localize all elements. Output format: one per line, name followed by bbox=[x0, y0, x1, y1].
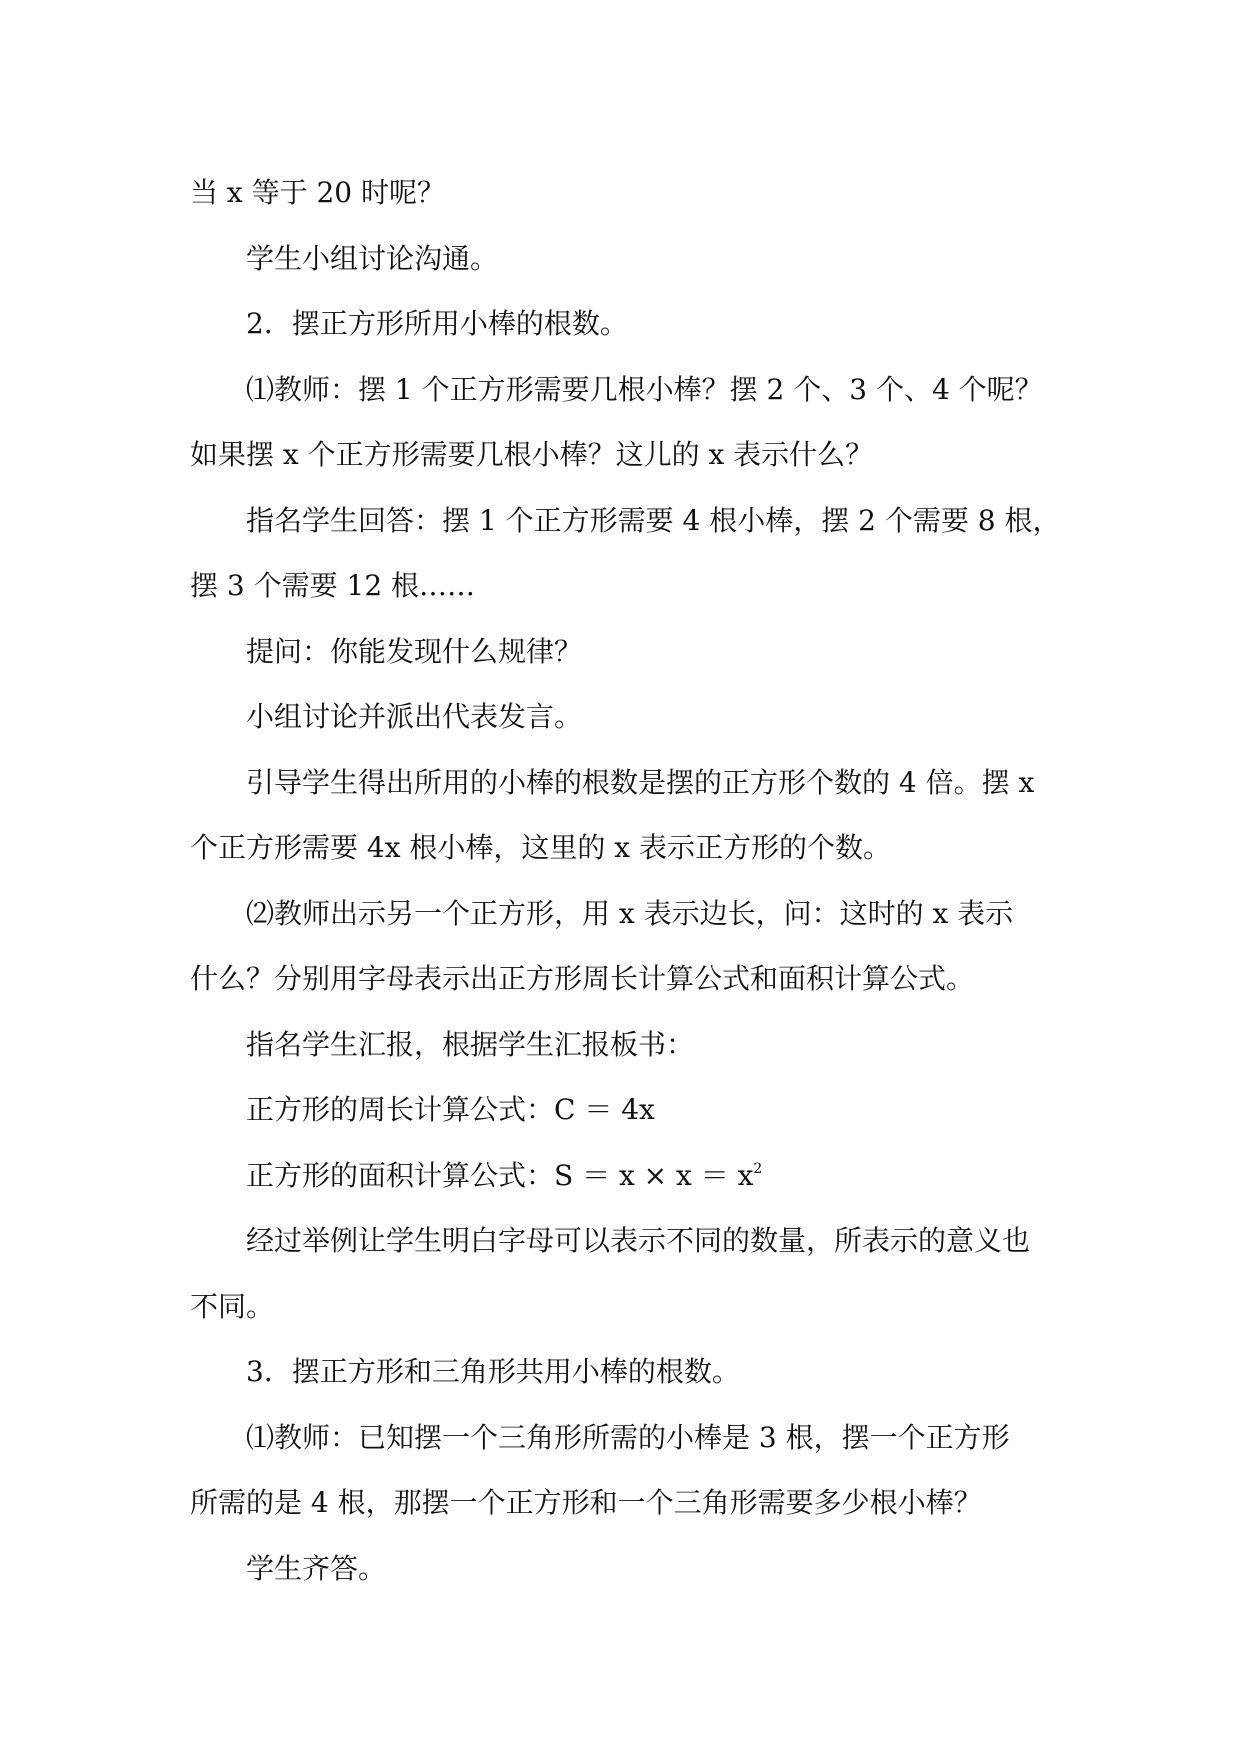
text-line: ⑴教师：摆 1 个正方形需要几根小棒？摆 2 个、3 个、4 个呢？ bbox=[246, 372, 1043, 406]
text-line: 经过举例让学生明白字母可以表示不同的数量，所表示的意义也 bbox=[246, 1224, 1031, 1257]
body-text bbox=[190, 160, 1060, 1601]
text-line: 学生齐答。 bbox=[246, 1551, 387, 1585]
section-heading: 2．摆正方形所用小棒的根数。 bbox=[246, 307, 628, 340]
formula-area-text: 正方形的面积计算公式：S ＝ x × x ＝ x bbox=[246, 1158, 754, 1192]
text-line: 不同。 bbox=[190, 1289, 275, 1323]
text-line: 摆 3 个需要 12 根…… bbox=[190, 569, 476, 602]
text-line: 如果摆 x 个正方形需要几根小棒？这儿的 x 表示什么？ bbox=[190, 438, 874, 471]
text-line: 提问：你能发现什么规律？ bbox=[246, 634, 583, 668]
text-line: 指名学生汇报，根据学生汇报板书： bbox=[246, 1027, 695, 1061]
text-line: ⑵教师出示另一个正方形，用 x 表示边长，问：这时的 x 表示 bbox=[246, 896, 1014, 930]
text-line: 引导学生得出所用的小棒的根数是摆的正方形个数的 4 倍。摆 x bbox=[246, 765, 1035, 799]
text-line: 什么？分别用字母表示出正方形周长计算公式和面积计算公式。 bbox=[190, 962, 975, 995]
section-heading: 3．摆正方形和三角形共用小棒的根数。 bbox=[246, 1355, 740, 1388]
formula-area bbox=[190, 1143, 1060, 1209]
text-line: ⑴教师：已知摆一个三角形所需的小棒是 3 根，摆一个正方形 bbox=[246, 1420, 1010, 1454]
text-line: 所需的是 4 根，那摆一个正方形和一个三角形需要多少根小棒？ bbox=[190, 1486, 982, 1519]
text-line: 指名学生回答：摆 1 个正方形需要 4 根小棒，摆 2 个需要 8 根， bbox=[246, 503, 1060, 537]
formula-perimeter: 正方形的周长计算公式：C ＝ 4x bbox=[246, 1093, 655, 1126]
text-line: 个正方形需要 4x 根小棒，这里的 x 表示正方形的个数。 bbox=[190, 831, 892, 864]
text-line: 当 x 等于 20 时呢？ bbox=[190, 176, 446, 209]
text-line: 小组讨论并派出代表发言。 bbox=[246, 700, 583, 733]
text-line: 学生小组讨论沟通。 bbox=[246, 241, 499, 275]
superscript-exponent: 2 bbox=[753, 1160, 763, 1177]
